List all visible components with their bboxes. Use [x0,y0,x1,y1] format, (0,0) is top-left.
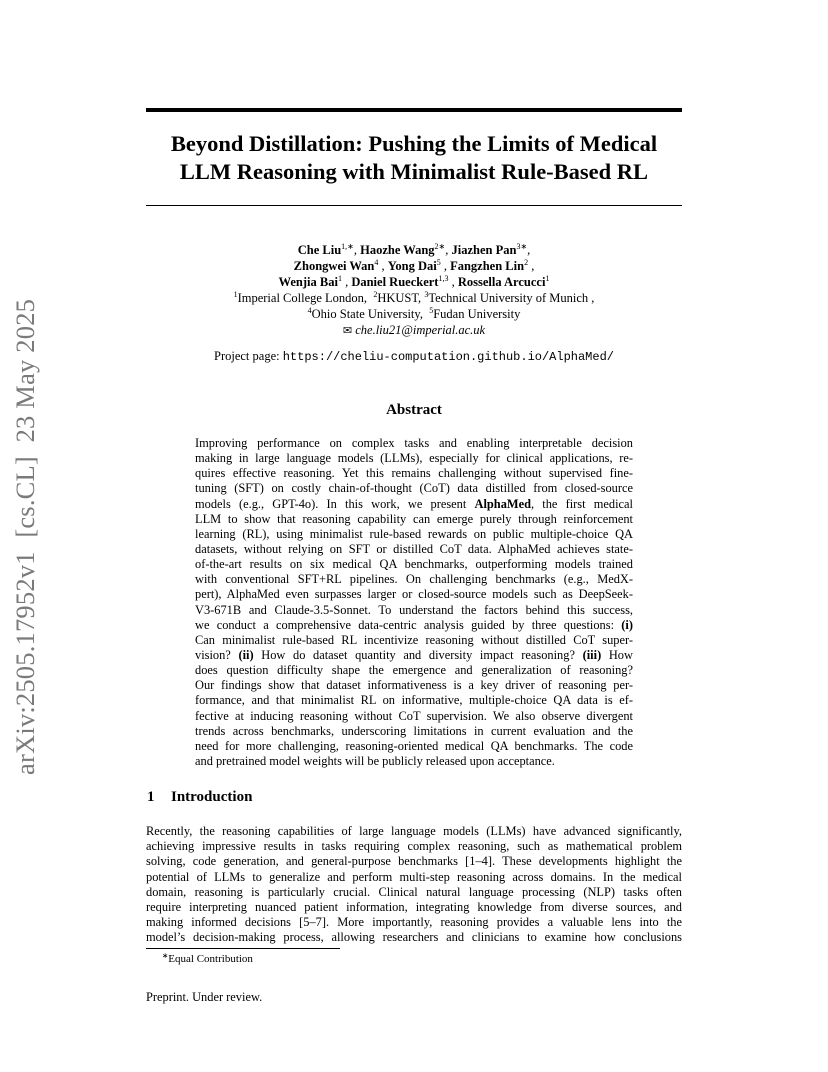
affiliation-line-2 [146,306,682,322]
author-line-2: Zhongwei Wan$^4$ , Yong Dai$^5$ , Fangzhen Lin$^2$ , [293,258,535,273]
abstract-line: of-the-art results on six medical QA benchmarks, outperforming models trained [195,557,633,572]
title-line-1: Beyond Distillation: Pushing the Limits of Medical [170,131,658,156]
section-title: Introduction [171,789,253,805]
intro-line: solving, code generation, and general-purpose benchmarks [1–4]. These developments highlight the [146,854,682,869]
title-top-rule [146,108,682,112]
abstract-line [195,497,633,512]
author-affiliation-mark: 1 [545,274,550,283]
abstract-line: quires effective reasoning. Yet this remains challenging without supervised fine- [195,466,633,481]
abstract-line: Can minimalist rule-based RL incentivize reasoning without distilled CoT super- [195,632,633,647]
author-name: Rossella Arcucci [457,275,546,289]
abstract-body [195,436,633,769]
author-name: Daniel Rueckert [351,275,439,289]
footnote-mark: ∗ [162,951,169,960]
affiliation-text: Ohio State University, [311,307,423,321]
arxiv-identifier-stamp: arXiv:2505.17952v1 [cs.CL] 23 May 2025 [10,298,40,775]
abstract-line [195,618,633,633]
question-marker: (ii) [238,647,254,662]
introduction-body [146,824,682,946]
abstract-line: datasets, without relying on SFT or distilled CoT data. AlphaMed achieves state- [195,541,633,556]
author-name: Haozhe Wang [360,243,435,257]
author-affiliation-mark: 1 [337,274,342,283]
affiliation-line-1 [146,290,682,306]
abstract-line: learning (RL), using minimalist rule-based rewards on public multiple-choice QA [195,526,633,541]
title-bottom-rule [146,205,682,206]
abstract-line [195,648,633,663]
question-marker: (iii) [582,647,602,662]
intro-line: achieving impressive results in tasks requiring complex reasoning, such as mathematical problem [146,839,682,854]
abstract-line: pert), AlphaMed even surpasses larger or closed-source models such as DeepSeek- [195,587,633,602]
footnote-rule [146,948,340,949]
intro-line: require interpreting nuanced patient information, integrating knowledge from diverse sources, and [146,899,682,914]
envelope-icon: ✉ [342,325,353,337]
abstract-line: tuning (SFT) on costly chain-of-thought (CoT) data distilled from closed-source [195,481,633,496]
title-line-2: LLM Reasoning with Minimalist Rule-Based RL [179,159,649,184]
project-page-label: Project page: [214,349,280,363]
intro-line: making informed decisions [5–7]. More importantly, reasoning provides a valuable lens into the [146,915,682,930]
question-marker: (i) [621,617,633,632]
abstract-line: Improving performance on complex tasks and enabling interpretable decision [195,436,633,450]
abstract-line: making in large language models (LLMs), especially for clinical applications, re- [195,451,633,466]
abstract-line: formance, and that minimalist RL on informative, multiple-choice QA data is ef- [195,693,633,708]
abstract-line: does question difficulty shape the emergence and generalization of reasoning? [195,663,633,678]
intro-line: Recently, the reasoning capabilities of large language models (LLMs) have advanced significantly, [146,824,682,838]
affiliation-mark: 2 [373,290,378,299]
author-line-3: Wenjia Bai$^1$ , Daniel Rueckert$^{1,3}$ , Rossella Arcucci$^1$ [278,274,550,289]
abstract-text: , the first medical [530,496,633,511]
affiliation-mark: 5 [429,306,434,315]
affiliation-text: Technical University of Munich , [428,291,595,305]
author-affiliation-mark: 1,∗ [341,242,354,251]
abstract-line: fective at inducing reasoning without CoT supervision. We also observe divergent [195,708,633,723]
author-affiliation-mark: 4 [374,258,379,267]
abstract-text: vision? [195,647,231,662]
abstract-line: Our findings show that dataset informativeness is a key driver of reasoning per- [195,678,633,693]
author-name: Zhongwei Wan [293,259,375,273]
author-name: Fangzhen Lin [450,259,525,273]
affiliation-text: Imperial College London, [237,291,368,305]
intro-line: domain, reasoning is particularly crucial. Clinical natural language processing (NLP) tasks often [146,884,682,899]
abstract-line: with conventional SFT+RL pipelines. On challenging benchmarks (e.g., MedX- [195,572,633,587]
section-number: 1 [147,789,155,805]
author-affiliation-mark: 2∗ [434,242,446,251]
section-heading-introduction [147,789,252,806]
paper-title [146,130,682,186]
abstract-line: trends across benchmarks, underscoring limitations in current evaluation and the [195,723,633,738]
abstract-text: models (e.g., GPT-4o). In this work, we present [195,496,467,511]
intro-line: potential of LLMs to generalize and perform multi-step reasoning across domains. In the medical [146,869,682,884]
author-name: Yong Dai [387,259,437,273]
preprint-notice: Preprint. Under review. [146,990,263,1004]
abstract-line: and pretrained model weights will be publicly released upon acceptance. [195,753,555,768]
author-name: Jiazhen Pan [451,243,517,257]
project-page-link[interactable]: https://cheliu-computation.github.io/AlphaMed/ [282,350,614,364]
corresponding-email[interactable]: che.liu21@imperial.ac.uk [355,323,486,337]
author-name: Che Liu [297,243,342,257]
affiliation-mark: 1 [233,290,238,299]
author-affiliation-mark: 5 [436,258,441,267]
abstract-line: need for more challenging, reasoning-oriented medical QA benchmarks. The code [195,738,633,753]
affiliation-text: HKUST, [377,291,422,305]
author-affiliation-mark: 2 [524,258,529,267]
author-block [146,242,682,339]
footnote [162,951,253,965]
abstract-line: V3-671B and Claude-3.5-Sonnet. To understand the factors behind this success, [195,602,633,617]
affiliation-mark: 4 [307,306,312,315]
project-page-line [146,349,682,364]
abstract-text: we conduct a comprehensive data-centric analysis guided by three questions: [195,617,615,632]
abstract-text: How do dataset quantity and diversity impact reasoning? [261,647,575,662]
affiliation-text: Fudan University [433,307,521,321]
abstract-text: How [608,647,633,662]
footnote-text: Equal Contribution [168,953,253,965]
author-affiliation-mark: 3∗ [516,242,528,251]
author-name: Wenjia Bai [278,275,338,289]
abstract-line: LLM to show that reasoning capability can emerge purely through reinforcement [195,511,633,526]
model-name-bold: AlphaMed [474,496,531,511]
abstract-heading: Abstract [386,402,442,418]
intro-line: model’s decision-making process, allowing researchers and clinicians to examine how conclusions [146,930,682,945]
email-line [146,322,682,339]
affiliation-mark: 3 [424,290,429,299]
author-affiliation-mark: 1,3 [438,274,449,283]
author-line-1: Che Liu$^{1,∗}$, Haozhe Wang$^{2∗}$, Jiazhen Pan$^{3∗}$, [297,242,531,257]
